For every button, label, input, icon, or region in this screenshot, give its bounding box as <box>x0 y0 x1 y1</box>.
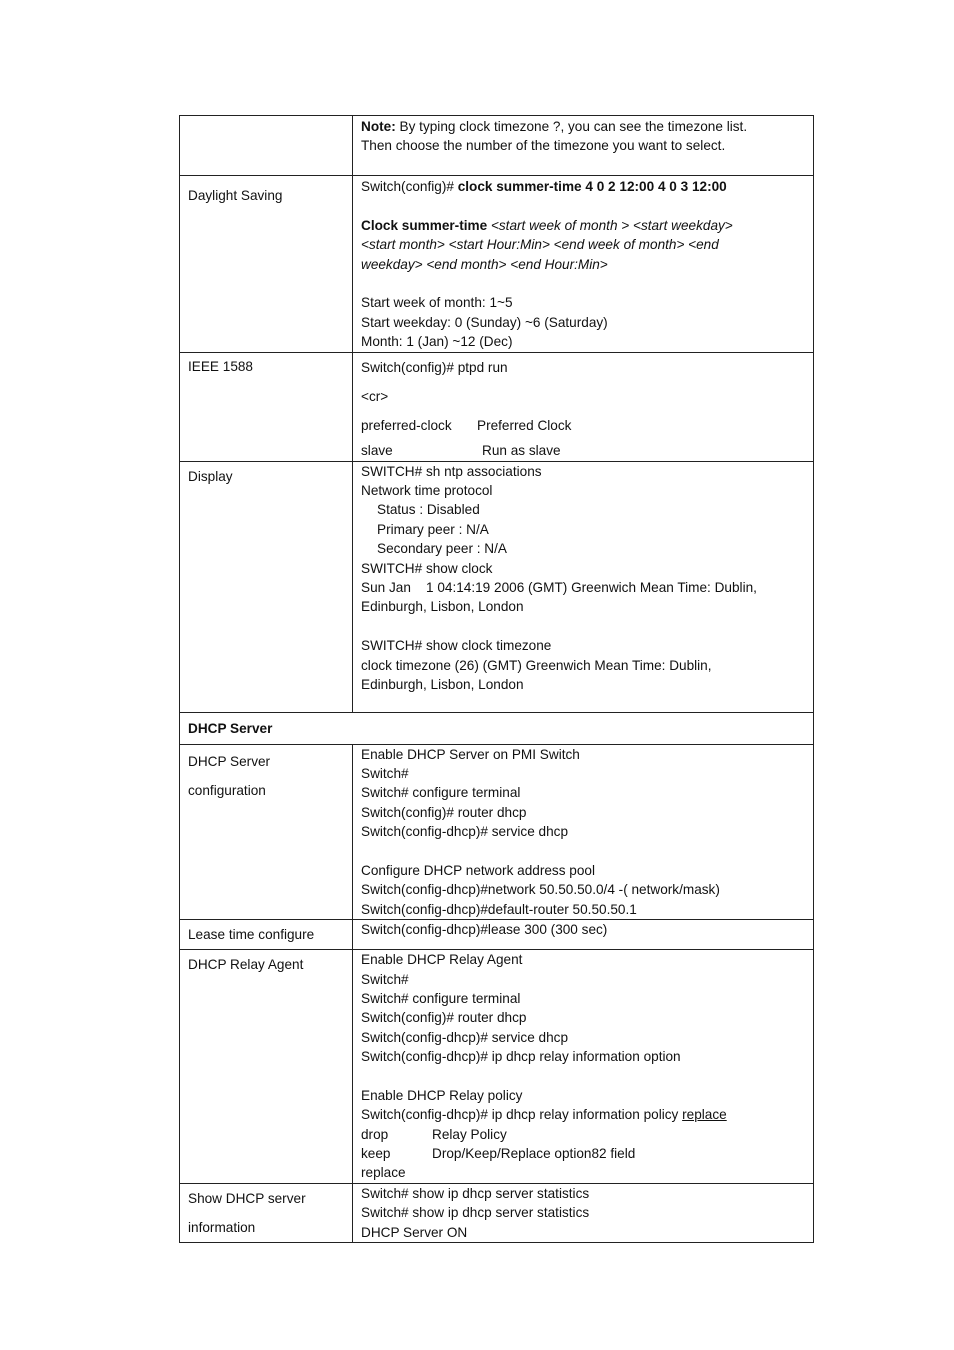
option-name: slave <box>361 442 393 458</box>
row-label-cell <box>180 920 353 950</box>
table-row <box>180 1183 814 1242</box>
option-name: preferred-clock <box>361 417 452 433</box>
cli-command: Switch# <box>361 971 409 987</box>
cli-output: Secondary peer : N/A <box>377 541 507 557</box>
cli-output: Edinburgh, Lisbon, London <box>361 599 524 615</box>
option-desc: Drop/Keep/Replace option82 field <box>432 1145 636 1161</box>
section-header-cell <box>180 712 814 744</box>
note-text: By typing clock timezone ?, you can see the timezone list. <box>395 119 748 134</box>
cli-command: Switch(config-dhcp)#default-router 50.50.50.1 <box>361 901 637 917</box>
row-label: information <box>188 1219 256 1235</box>
cli-command: Switch(config-dhcp)#lease 300 (300 sec) <box>361 922 608 938</box>
row-content-cell <box>353 920 814 950</box>
cli-option: <cr> <box>361 388 389 404</box>
row-label: IEEE 1588 <box>188 358 253 374</box>
cli-command: SWITCH# show clock timezone <box>361 638 552 654</box>
option-name: replace <box>361 1165 406 1181</box>
table-row <box>180 950 814 1183</box>
cli-command: Switch# show ip dhcp server statistics <box>361 1185 590 1201</box>
row-label: configuration <box>188 782 266 798</box>
cli-command: Switch# configure terminal <box>361 785 521 801</box>
cli-command: Switch(config)# ptpd run <box>361 359 508 375</box>
option-desc: Relay Policy <box>432 1126 507 1142</box>
syntax-args: <start week of month > <start weekday> <box>487 217 733 233</box>
table-row <box>180 176 814 353</box>
table-row <box>180 461 814 712</box>
row-label-cell <box>180 1183 353 1242</box>
cli-command: Switch(config)# router dhcp <box>361 804 527 820</box>
syntax-args: <start month> <start Hour:Min> <end week of month> <end <box>361 237 719 253</box>
cli-command: SWITCH# sh ntp associations <box>361 463 542 479</box>
cli-command: Switch(config-dhcp)# service dhcp <box>361 1029 569 1045</box>
cli-comment: Enable DHCP Server on PMI Switch <box>361 746 580 762</box>
cli-output: Status : Disabled <box>377 502 480 518</box>
table-row <box>180 744 814 920</box>
cli-comment: Configure DHCP network address pool <box>361 863 595 879</box>
row-label: Show DHCP server <box>188 1190 306 1206</box>
cli-command: Switch(config-dhcp)# service dhcp <box>361 824 569 840</box>
row-label: DHCP Server <box>188 753 271 769</box>
syntax-keyword: Clock summer-time <box>361 217 488 233</box>
cli-output: Network time protocol <box>361 483 493 499</box>
row-content-cell <box>353 176 814 353</box>
row-label-cell <box>180 176 353 353</box>
syntax-args: weekday> <end month> <end Hour:Min> <box>361 256 608 272</box>
row-label-cell <box>180 461 353 712</box>
option-desc: Preferred Clock <box>477 417 572 433</box>
row-label: Lease time configure <box>188 927 315 943</box>
cli-comment: Enable DHCP Relay Agent <box>361 952 523 968</box>
table-row <box>180 352 814 461</box>
cli-command: Switch# configure terminal <box>361 991 521 1007</box>
cli-command-table <box>179 115 814 1243</box>
row-label: Daylight Saving <box>188 188 283 203</box>
row-content-cell <box>353 744 814 920</box>
cli-output: clock timezone (26) (GMT) Greenwich Mean Time: Dublin, <box>361 657 712 673</box>
cli-prompt: Switch(config)# <box>361 179 458 194</box>
cli-command: Switch(config-dhcp)#network 50.50.50.0/4 -( network/mask) <box>361 882 720 898</box>
note-text: Then choose the number of the timezone you want to select. <box>361 138 726 154</box>
row-label: DHCP Relay Agent <box>188 957 304 973</box>
row-label-cell <box>180 352 353 461</box>
section-header-row <box>180 712 814 744</box>
cli-command-arg: replace <box>682 1107 727 1123</box>
row-content-cell <box>353 352 814 461</box>
row-content-cell <box>353 461 814 712</box>
cli-output: Sun Jan 1 04:14:19 2006 (GMT) Greenwich Mean Time: Dublin, <box>361 580 757 596</box>
range-text: Start weekday: 0 (Sunday) ~6 (Saturday) <box>361 314 608 330</box>
option-desc: Run as slave <box>482 442 561 458</box>
table-row <box>180 920 814 950</box>
cli-output: DHCP Server ON <box>361 1224 468 1240</box>
table-row <box>180 116 814 176</box>
option-name: keep <box>361 1145 391 1161</box>
cli-command: Switch(config)# router dhcp <box>361 1010 527 1026</box>
row-label-cell <box>180 116 353 176</box>
row-label-cell <box>180 744 353 920</box>
row-label: Display <box>188 468 233 484</box>
section-title: DHCP Server <box>188 720 273 736</box>
cli-command: SWITCH# show clock <box>361 560 493 576</box>
cli-output: Primary peer : N/A <box>377 521 489 537</box>
row-label-cell <box>180 950 353 1183</box>
range-text: Start week of month: 1~5 <box>361 295 513 311</box>
cli-command: Switch# <box>361 766 409 782</box>
option-name: drop <box>361 1126 389 1142</box>
row-content-cell <box>353 116 814 176</box>
row-content-cell <box>353 950 814 1183</box>
cli-command: Switch# show ip dhcp server statistics <box>361 1205 590 1221</box>
cli-output: Edinburgh, Lisbon, London <box>361 677 524 693</box>
cli-comment: Enable DHCP Relay policy <box>361 1087 523 1103</box>
note-label: Note: <box>361 119 396 134</box>
cli-command: Switch(config-dhcp)# ip dhcp relay information option <box>361 1049 681 1065</box>
cli-command: Switch(config-dhcp)# ip dhcp relay information policy <box>361 1107 683 1123</box>
cli-command: clock summer-time 4 0 2 12:00 4 0 3 12:00 <box>457 179 727 194</box>
range-text: Month: 1 (Jan) ~12 (Dec) <box>361 334 513 350</box>
row-content-cell <box>353 1183 814 1242</box>
